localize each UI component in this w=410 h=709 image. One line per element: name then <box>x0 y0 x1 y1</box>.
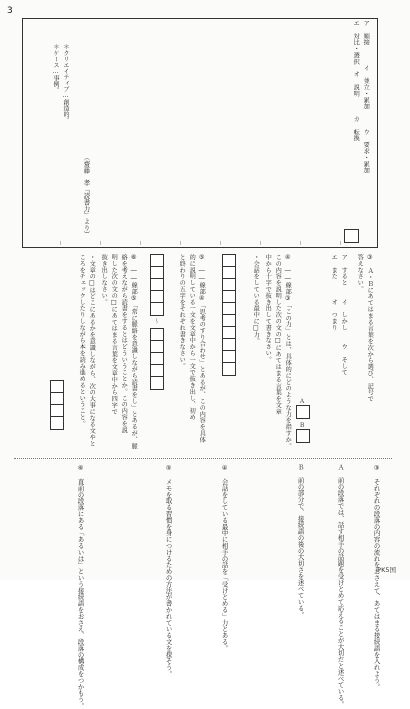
hint-q6: ⑥ 直前の段落にある「あるいは」という接続語をおさえ、段落の構成をつかもう。 <box>76 464 85 709</box>
frame-tick <box>340 241 341 245</box>
q3-label-b: Ｂ <box>298 422 305 429</box>
frame-tick <box>60 241 61 245</box>
q5-line-1: ⑤ ――線部④「思考のすり合わせ」とあるが、この内容を具体 <box>198 254 206 443</box>
note-creative: ＊クリエイティブ…創造的。 <box>62 44 69 123</box>
q3-line-1: ③ Ａ・Ｂにあてはまる言葉を次から選び、記号で <box>366 254 374 402</box>
q4-line-3: 中から十字で抜き出して書きなさい。 <box>264 254 272 363</box>
q3-options-1: ア すると イ しかし ウ そして <box>340 254 348 376</box>
hint-divider <box>14 458 392 459</box>
footer-code: PK5国 <box>377 566 396 574</box>
q5-line-2: 的に説明している一文を文章中から一文で抜き出し、初め <box>188 254 196 421</box>
q6-line-2: 絡を考えながら読書をするとはどういうことか。この内容を説 <box>120 254 128 434</box>
hint-q3: ③ それぞれの段落の内容の流れをおさえて、あてはまる接続語を入れよう。 <box>372 464 381 690</box>
answer-box-q2[interactable] <box>344 229 359 243</box>
hint-q3-b: Ｂ 前の部分で、接続語の後の大切さを述べている。 <box>296 464 305 618</box>
q3-options-2: エ また オ つまり <box>330 254 338 331</box>
q5-answer-end-grid[interactable] <box>150 328 164 390</box>
q3-label-a: Ａ <box>298 398 305 405</box>
q4-line-4: ・会話をしている最中に□力。 <box>252 254 260 345</box>
choices-row-1: ア 順接 イ 並立・累加 ウ 要求・累加 <box>362 20 370 174</box>
frame-tick <box>140 241 141 245</box>
q6-line-4: 抜き出しなさい。 <box>100 254 108 306</box>
q3-answer-a[interactable] <box>296 405 310 419</box>
frame-tick <box>180 241 181 245</box>
choices-row-2: エ 対比・選択 オ 説明 カ 転換 <box>352 20 360 142</box>
q5-line-3: と終わりの五字をそれぞれ書きなさい。 <box>178 254 186 370</box>
reading-passage-frame <box>22 18 378 248</box>
hint-q4: ④ 会話をしている最中に相手の話を「受けとめる」力とある。 <box>220 464 229 652</box>
q6-line-5: ・文章の□はどこにあるかを意識しながら、次の大事になる文やと <box>88 254 96 447</box>
q3-line-2: 答えなさい。 <box>356 254 364 293</box>
q5-answer-start-grid[interactable] <box>150 254 164 316</box>
q4-line-2: この内容を説明した次の文の□にあてはまる言葉を文章 <box>274 254 282 415</box>
hint-q3-a: Ａ 前の段落では、話す相手の話題を受けとめて応えることが大切だと述べている。 <box>336 464 345 708</box>
note-case: ＊ケース…事例。 <box>52 44 59 93</box>
frame-tick <box>260 241 261 245</box>
frame-tick <box>220 241 221 245</box>
page-number: 3 <box>7 6 13 16</box>
hint-q5: ⑤ メモを取る習慣を身につけるための方法が書かれている文を探そう。 <box>164 464 173 677</box>
frame-tick <box>100 241 101 245</box>
q4-answer-grid[interactable] <box>222 254 236 376</box>
source-citation: （齋藤 孝『読書力』より） <box>82 154 91 238</box>
q6-answer-grid[interactable] <box>50 380 64 430</box>
frame-tick <box>300 241 301 245</box>
q6-line-3: 明した次の文の□にあてはまる言葉を文章中から四字で <box>110 254 118 415</box>
q6-line-6: ころをチェックしたりしながら本を読み進めるということ。 <box>78 254 86 427</box>
q4-line-1: ④ ――線部③「この力」とは、具体的にどのような力を指すか。 <box>284 254 292 450</box>
q5-range-sep: ～ <box>152 318 160 325</box>
q6-line-1: ⑥ ――線部⑤「常に脈絡を意識しながら読書をし」とあるが、脈 <box>130 254 138 450</box>
q3-answer-b[interactable] <box>296 429 310 443</box>
